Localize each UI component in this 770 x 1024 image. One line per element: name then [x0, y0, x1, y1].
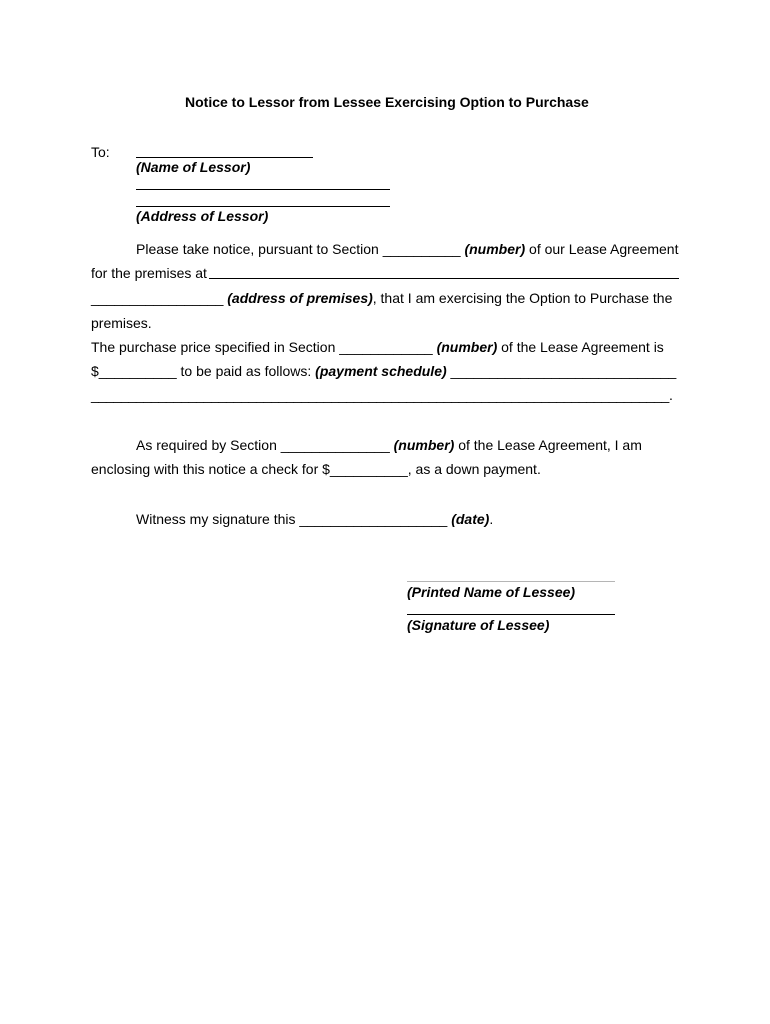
signature-label: (Signature of Lessee)	[407, 617, 550, 633]
name-of-lessor-label: (Name of Lessor)	[136, 159, 251, 175]
paragraph-1-line-3: _________________ (address of premises), that I am exercising the Option to Purchase the	[91, 290, 673, 306]
address-of-lessor-label: (Address of Lessor)	[136, 208, 269, 224]
paragraph-1-line-1: Please take notice, pursuant to Section __________ (number) of our Lease Agreement	[136, 241, 679, 257]
premises-line	[209, 278, 679, 279]
lessor-address-line-1	[136, 189, 390, 190]
paragraph-2-line-3: _____________________________________________________________________________.	[91, 387, 673, 403]
paragraph-2-line-2: $__________ to be paid as follows: (payment schedule) _____________________________	[91, 363, 677, 379]
paragraph-1-line-2: for the premises at	[91, 265, 207, 281]
paragraph-1-line-4: premises.	[91, 315, 152, 331]
paragraph-3-line-2: enclosing with this notice a check for $__________, as a down payment.	[91, 461, 541, 477]
printed-name-label: (Printed Name of Lessee)	[407, 584, 576, 600]
paragraph-3-line-1: As required by Section ______________ (number) of the Lease Agreement, I am	[136, 437, 642, 453]
document-title: Notice to Lessor from Lessee Exercising Option to Purchase	[185, 94, 589, 110]
printed-name-line	[407, 581, 615, 582]
signature-line	[407, 614, 615, 615]
to-label: To:	[91, 144, 110, 160]
witness-line: Witness my signature this ___________________ (date).	[136, 511, 494, 527]
paragraph-2-line-1: The purchase price specified in Section ____________ (number) of the Lease Agreement is	[91, 339, 664, 355]
